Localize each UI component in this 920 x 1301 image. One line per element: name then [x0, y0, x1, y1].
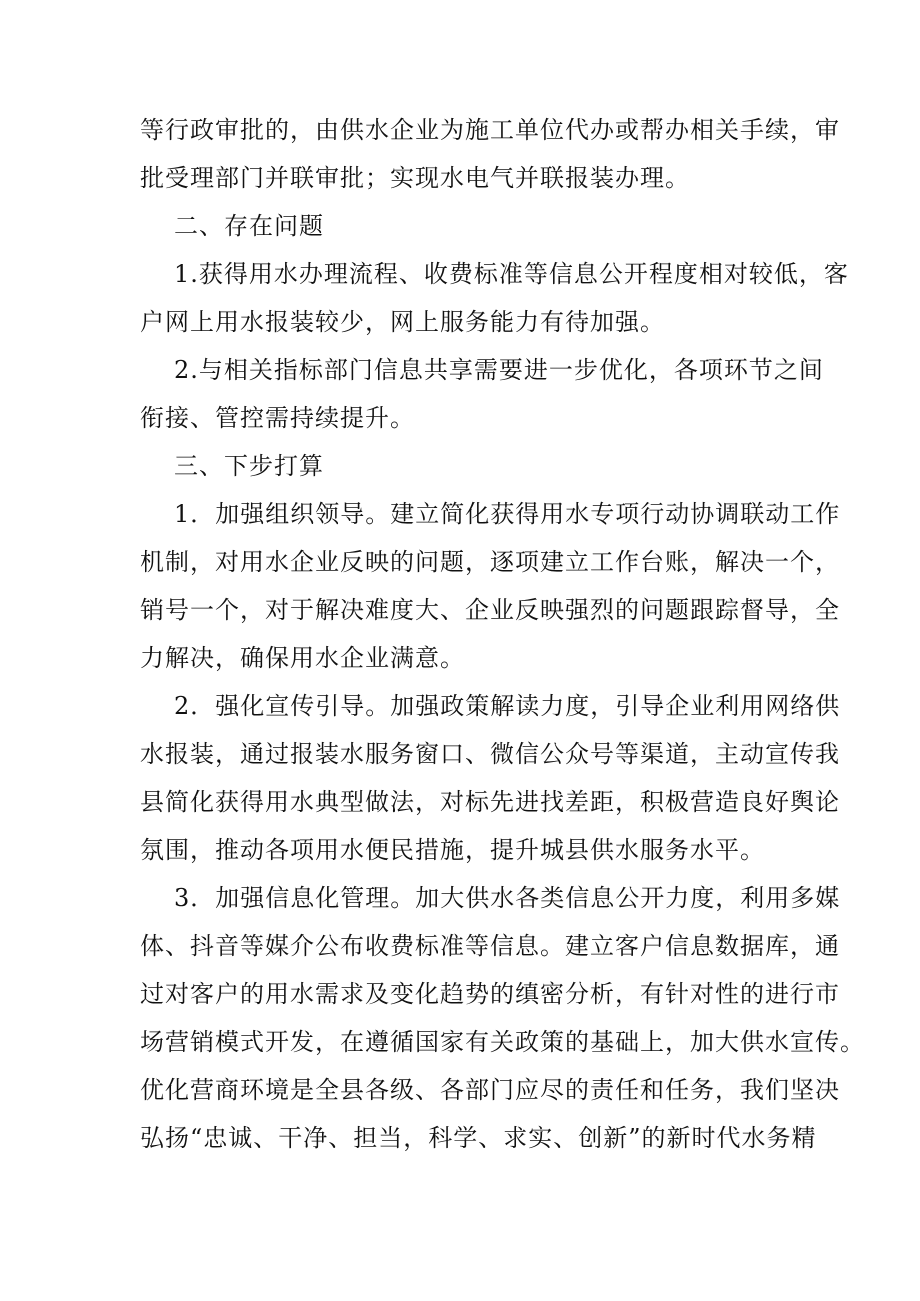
paragraph-line: 弘扬“忠诚、干净、担当，科学、求实、创新”的新时代水务精 — [140, 1124, 817, 1152]
paragraph-line: 衔接、管控需持续提升。 — [140, 404, 415, 432]
paragraph-line: 1.获得用水办理流程、收费标准等信息公开程度相对较低，客 — [174, 260, 849, 288]
paragraph-line: 优化营商环境是全县各级、各部门应尽的责任和任务，我们坚决 — [140, 1076, 840, 1104]
paragraph-line: 1．加强组织领导。建立简化获得用水专项行动协调联动工作 — [174, 500, 841, 528]
paragraph-line: 户网上用水报装较少，网上服务能力有待加强。 — [140, 308, 665, 336]
paragraph-line: 销号一个，对于解决难度大、企业反映强烈的问题跟踪督导，全 — [140, 596, 840, 624]
paragraph-line: 过对客户的用水需求及变化趋势的缜密分析，有针对性的进行市 — [140, 980, 840, 1008]
paragraph-line: 力解决，确保用水企业满意。 — [140, 644, 465, 672]
paragraph-line: 水报装，通过报装水服务窗口、微信公众号等渠道，主动宣传我 — [140, 740, 840, 768]
paragraph-line: 氛围，推动各项用水便民措施，提升城县供水服务水平。 — [140, 836, 765, 864]
section-heading: 二、存在问题 — [174, 212, 324, 240]
paragraph-line: 场营销模式开发，在遵循国家有关政策的基础上，加大供水宣传。 — [140, 1028, 865, 1056]
paragraph-line: 县简化获得用水典型做法，对标先进找差距，积极营造良好舆论 — [140, 788, 840, 816]
paragraph-line: 机制，对用水企业反映的问题，逐项建立工作台账，解决一个， — [140, 548, 840, 576]
section-heading: 三、下步打算 — [174, 452, 324, 480]
paragraph-line: 3．加强信息化管理。加大供水各类信息公开力度，利用多媒 — [174, 884, 841, 912]
paragraph-line: 体、抖音等媒介公布收费标准等信息。建立客户信息数据库，通 — [140, 932, 840, 960]
paragraph-line: 2.与相关指标部门信息共享需要进一步优化，各项环节之间 — [174, 356, 824, 384]
paragraph-line: 等行政审批的，由供水企业为施工单位代办或帮办相关手续，审 — [140, 116, 840, 144]
paragraph-line: 2．强化宣传引导。加强政策解读力度，引导企业利用网络供 — [174, 692, 841, 720]
paragraph-line: 批受理部门并联审批；实现水电气并联报装办理。 — [140, 164, 690, 192]
